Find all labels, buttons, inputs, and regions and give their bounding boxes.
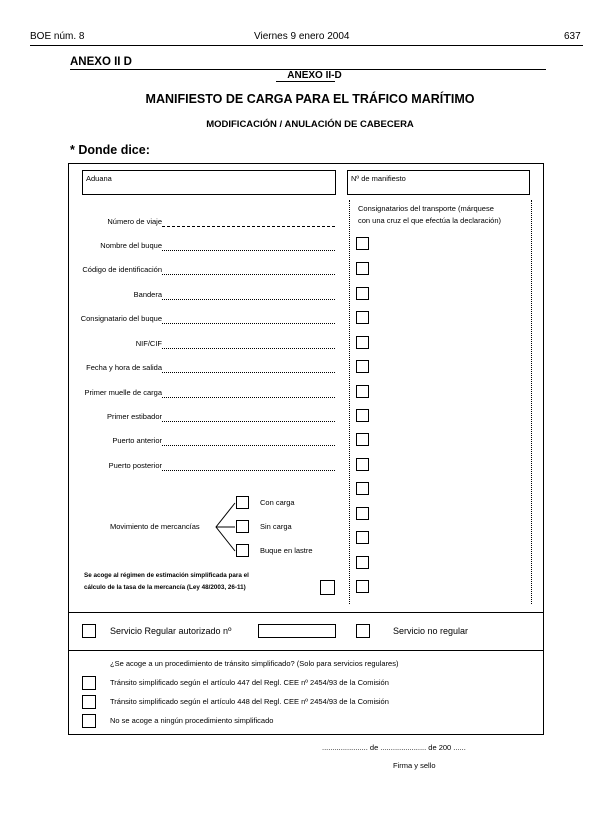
- annex-label: ANEXO II D: [70, 56, 132, 68]
- buque-label: Nombre del buque: [100, 241, 162, 250]
- anterior-label: Puerto anterior: [112, 436, 162, 445]
- transito-447-checkbox[interactable]: [82, 676, 96, 690]
- annex-title-underline: [276, 81, 335, 82]
- movimiento-label: Movimiento de mercancías: [110, 522, 200, 531]
- consignatario-checkbox[interactable]: [356, 409, 369, 422]
- annex-title: ANEXO II-D: [287, 70, 342, 81]
- consignatarios-header-line2: con una cruz el que efectúa la declaración): [358, 216, 502, 225]
- donde-dice-heading: * Donde dice:: [70, 143, 150, 157]
- consignatario-checkbox[interactable]: [356, 287, 369, 300]
- transito-no-checkbox[interactable]: [82, 714, 96, 728]
- aduana-field[interactable]: [82, 170, 336, 195]
- sin-carga-checkbox[interactable]: [236, 520, 249, 533]
- boe-number: BOE núm. 8: [30, 31, 85, 42]
- consignatario-checkbox[interactable]: [356, 262, 369, 275]
- divider-transit: [68, 650, 544, 651]
- consignatario-checkbox[interactable]: [356, 336, 369, 349]
- transito-question: ¿Se acoge a un procedimiento de tránsito simplificado? (Solo para servicios regulares): [110, 659, 399, 668]
- consignatarios-left-border: [349, 200, 350, 604]
- issue-date: Viernes 9 enero 2004: [254, 31, 350, 42]
- consignatario-checkbox[interactable]: [356, 556, 369, 569]
- estibador-label: Primer estibador: [106, 412, 162, 421]
- viaje-label: Número de viaje: [107, 217, 162, 226]
- movimiento-bracket: [212, 500, 238, 554]
- consignatarios-right-border: [531, 200, 532, 604]
- muelle-label: Primer muelle de carga: [84, 388, 162, 397]
- estibador-input[interactable]: [162, 421, 335, 422]
- muelle-input[interactable]: [162, 397, 335, 398]
- nif-input[interactable]: [162, 348, 335, 349]
- lastre-label: Buque en lastre: [260, 546, 313, 555]
- divider-service: [68, 612, 544, 613]
- regimen-line2: cálculo de la tasa de la mercancía (Ley 48/2003, 26-11): [84, 584, 246, 591]
- consignatario-checkbox[interactable]: [356, 237, 369, 250]
- sin-carga-label: Sin carga: [260, 522, 292, 531]
- transito-448-label: Tránsito simplificado según el artículo 448 del Regl. CEE nº 2454/93 de la Comisión: [110, 697, 389, 706]
- lastre-checkbox[interactable]: [236, 544, 249, 557]
- bandera-input[interactable]: [162, 299, 335, 300]
- servicio-regular-checkbox[interactable]: [82, 624, 96, 638]
- servicio-no-regular-checkbox[interactable]: [356, 624, 370, 638]
- form-title: MANIFIESTO DE CARGA PARA EL TRÁFICO MARÍTIMO: [145, 92, 475, 106]
- regimen-line1: Se acoge al régimen de estimación simplificada para el: [84, 572, 249, 579]
- servicio-regular-label: Servicio Regular autorizado nº: [110, 626, 232, 636]
- signature-date-line[interactable]: ...................... de ...................... de 200 ......: [322, 743, 466, 752]
- con-carga-label: Con carga: [260, 498, 295, 507]
- fecha-label: Fecha y hora de salida: [86, 363, 162, 372]
- consignatario-checkbox[interactable]: [356, 458, 369, 471]
- posterior-label: Puerto posterior: [108, 461, 162, 470]
- bandera-label: Bandera: [133, 290, 162, 299]
- transito-447-label: Tránsito simplificado según el artículo 447 del Regl. CEE nº 2454/93 de la Comisión: [110, 678, 389, 687]
- consignatario-buque-input[interactable]: [162, 323, 335, 324]
- consignatario-checkbox[interactable]: [356, 311, 369, 324]
- posterior-input[interactable]: [162, 470, 335, 471]
- manifiesto-label: Nº de manifiesto: [351, 174, 406, 183]
- con-carga-checkbox[interactable]: [236, 496, 249, 509]
- nif-label: NIF/CIF: [135, 339, 162, 348]
- page-number: 637: [564, 31, 581, 42]
- consignatario-checkbox[interactable]: [356, 482, 369, 495]
- consignatario-checkbox[interactable]: [356, 360, 369, 373]
- consignatario-checkbox[interactable]: [356, 580, 369, 593]
- consignatario-checkbox[interactable]: [356, 531, 369, 544]
- transito-no-label: No se acoge a ningún procedimiento simplificado: [110, 716, 274, 725]
- servicio-no-regular-label: Servicio no regular: [393, 626, 469, 636]
- codigo-input[interactable]: [162, 274, 335, 275]
- viaje-input[interactable]: [162, 226, 335, 227]
- manifiesto-field[interactable]: [347, 170, 530, 195]
- servicio-regular-number-input[interactable]: [258, 624, 336, 638]
- aduana-label: Aduana: [86, 174, 112, 183]
- consignatario-checkbox[interactable]: [356, 433, 369, 446]
- regimen-checkbox[interactable]: [320, 580, 335, 595]
- buque-input[interactable]: [162, 250, 335, 251]
- consignatarios-header-line1: Consignatarios del transporte (márquese: [358, 204, 494, 213]
- transito-448-checkbox[interactable]: [82, 695, 96, 709]
- signature-label: Firma y sello: [393, 761, 436, 770]
- consignatario-buque-label: Consignatario del buque: [80, 314, 162, 323]
- header-rule: [30, 45, 583, 46]
- fecha-input[interactable]: [162, 372, 335, 373]
- anterior-input[interactable]: [162, 445, 335, 446]
- consignatario-checkbox[interactable]: [356, 507, 369, 520]
- form-subtitle: MODIFICACIÓN / ANULACIÓN DE CABECERA: [206, 119, 414, 130]
- codigo-label: Código de identificación: [82, 265, 162, 274]
- consignatario-checkbox[interactable]: [356, 385, 369, 398]
